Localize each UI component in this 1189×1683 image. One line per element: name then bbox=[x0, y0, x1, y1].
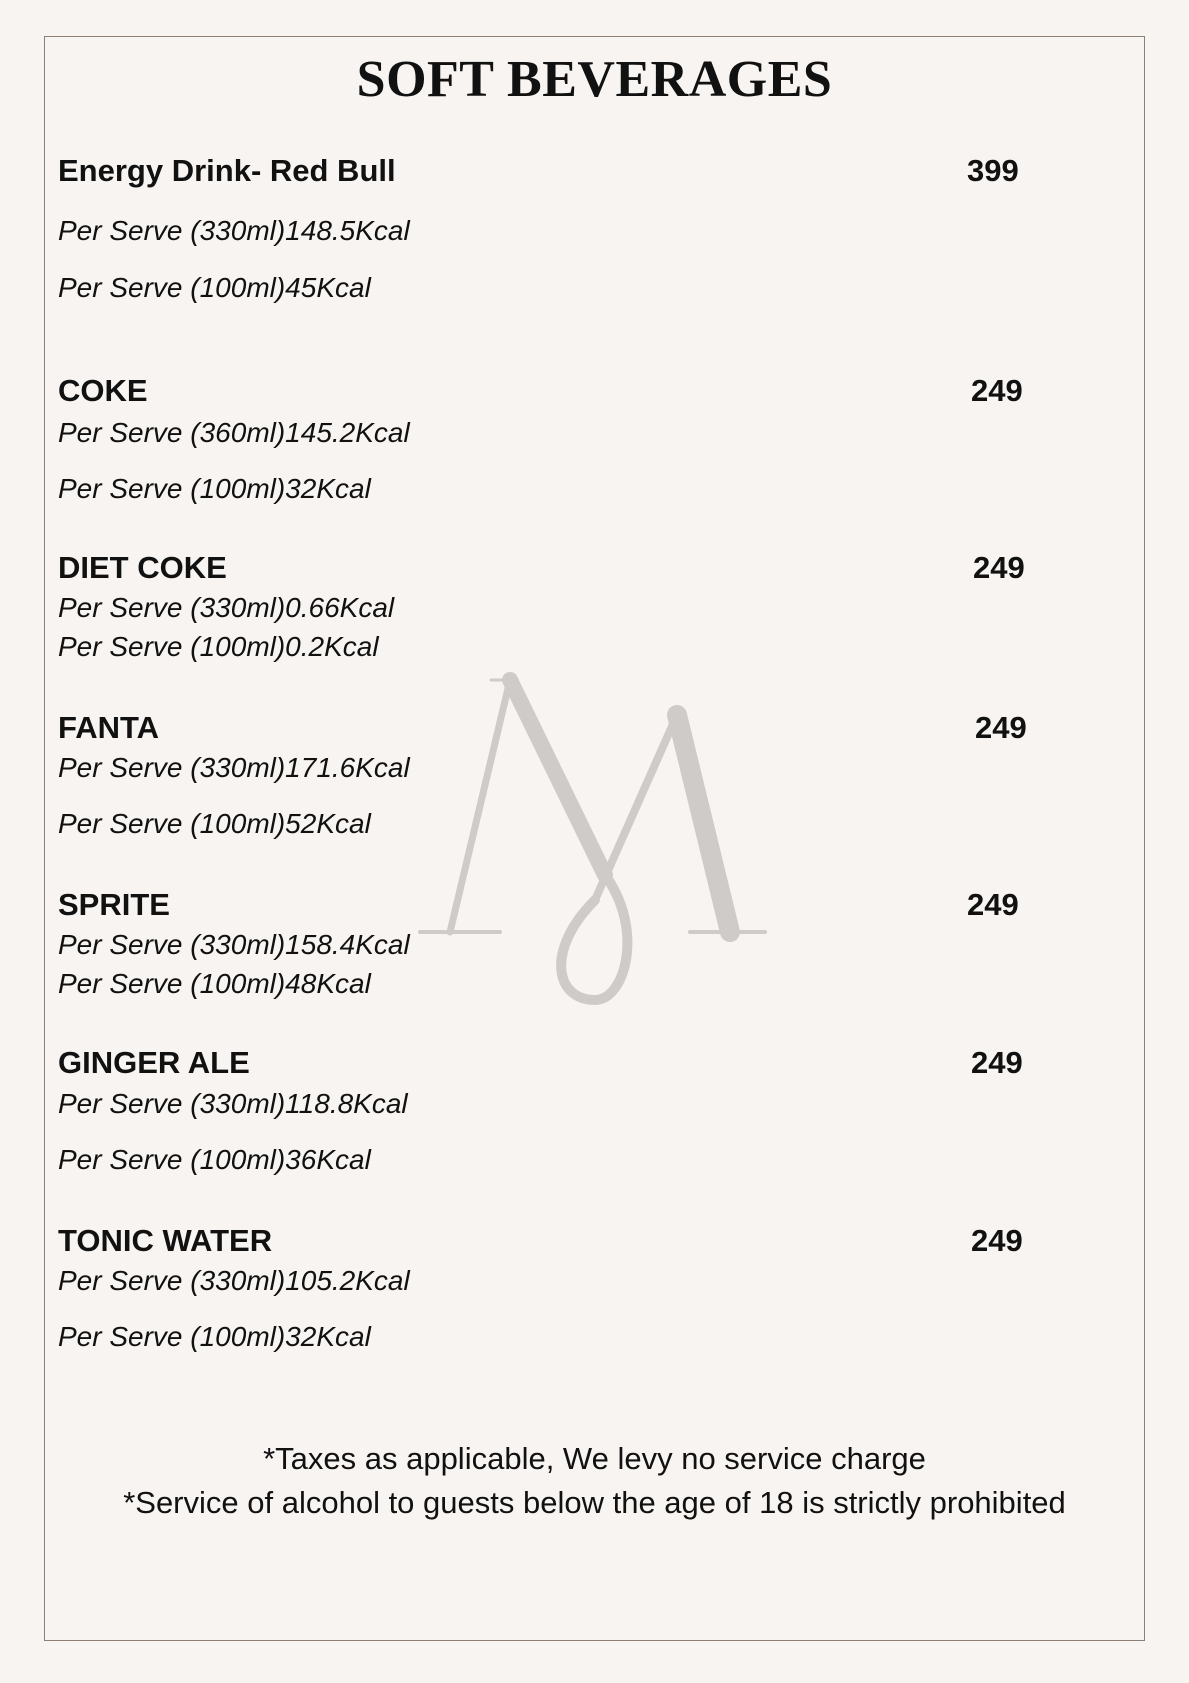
item-price: 249 bbox=[975, 710, 1027, 745]
item-name: FANTA bbox=[58, 710, 160, 745]
calorie-line: Per Serve (100ml)36Kcal bbox=[58, 1144, 371, 1175]
item-price: 249 bbox=[971, 1223, 1023, 1258]
item-name: COKE bbox=[58, 373, 148, 408]
item-price: 249 bbox=[967, 887, 1019, 922]
calorie-line: Per Serve (330ml)171.6Kcal bbox=[58, 752, 410, 783]
calorie-line: Per Serve (330ml)118.8Kcal bbox=[58, 1088, 408, 1119]
calorie-line: Per Serve (330ml)105.2Kcal bbox=[58, 1265, 410, 1296]
item-price: 249 bbox=[971, 373, 1023, 408]
page-title: SOFT BEVERAGES bbox=[356, 51, 833, 108]
item-name: SPRITE bbox=[58, 887, 170, 922]
calorie-line: Per Serve (330ml)0.66Kcal bbox=[58, 592, 395, 623]
item-price: 399 bbox=[967, 153, 1019, 188]
item-price: 249 bbox=[971, 1045, 1023, 1080]
alcohol-note: *Service of alcohol to guests below the age of 18 is strictly prohibited bbox=[123, 1485, 1066, 1520]
item-price: 249 bbox=[973, 550, 1025, 585]
tax-note: *Taxes as applicable, We levy no service charge bbox=[263, 1441, 926, 1476]
calorie-line: Per Serve (100ml)48Kcal bbox=[58, 968, 371, 999]
item-name: TONIC WATER bbox=[58, 1223, 273, 1258]
calorie-line: Per Serve (100ml)0.2Kcal bbox=[58, 631, 379, 662]
calorie-line: Per Serve (100ml)32Kcal bbox=[58, 473, 371, 504]
calorie-line: Per Serve (100ml)32Kcal bbox=[58, 1321, 371, 1352]
item-name: DIET COKE bbox=[58, 550, 227, 585]
calorie-line: Per Serve (360ml)145.2Kcal bbox=[58, 417, 410, 448]
calorie-line: Per Serve (330ml)148.5Kcal bbox=[58, 215, 410, 246]
item-name: GINGER ALE bbox=[58, 1045, 250, 1080]
item-name: Energy Drink- Red Bull bbox=[58, 153, 396, 188]
calorie-line: Per Serve (100ml)52Kcal bbox=[58, 808, 371, 839]
calorie-line: Per Serve (330ml)158.4Kcal bbox=[58, 929, 410, 960]
monogram-m-logo-icon bbox=[415, 670, 825, 1010]
calorie-line: Per Serve (100ml)45Kcal bbox=[58, 272, 371, 303]
